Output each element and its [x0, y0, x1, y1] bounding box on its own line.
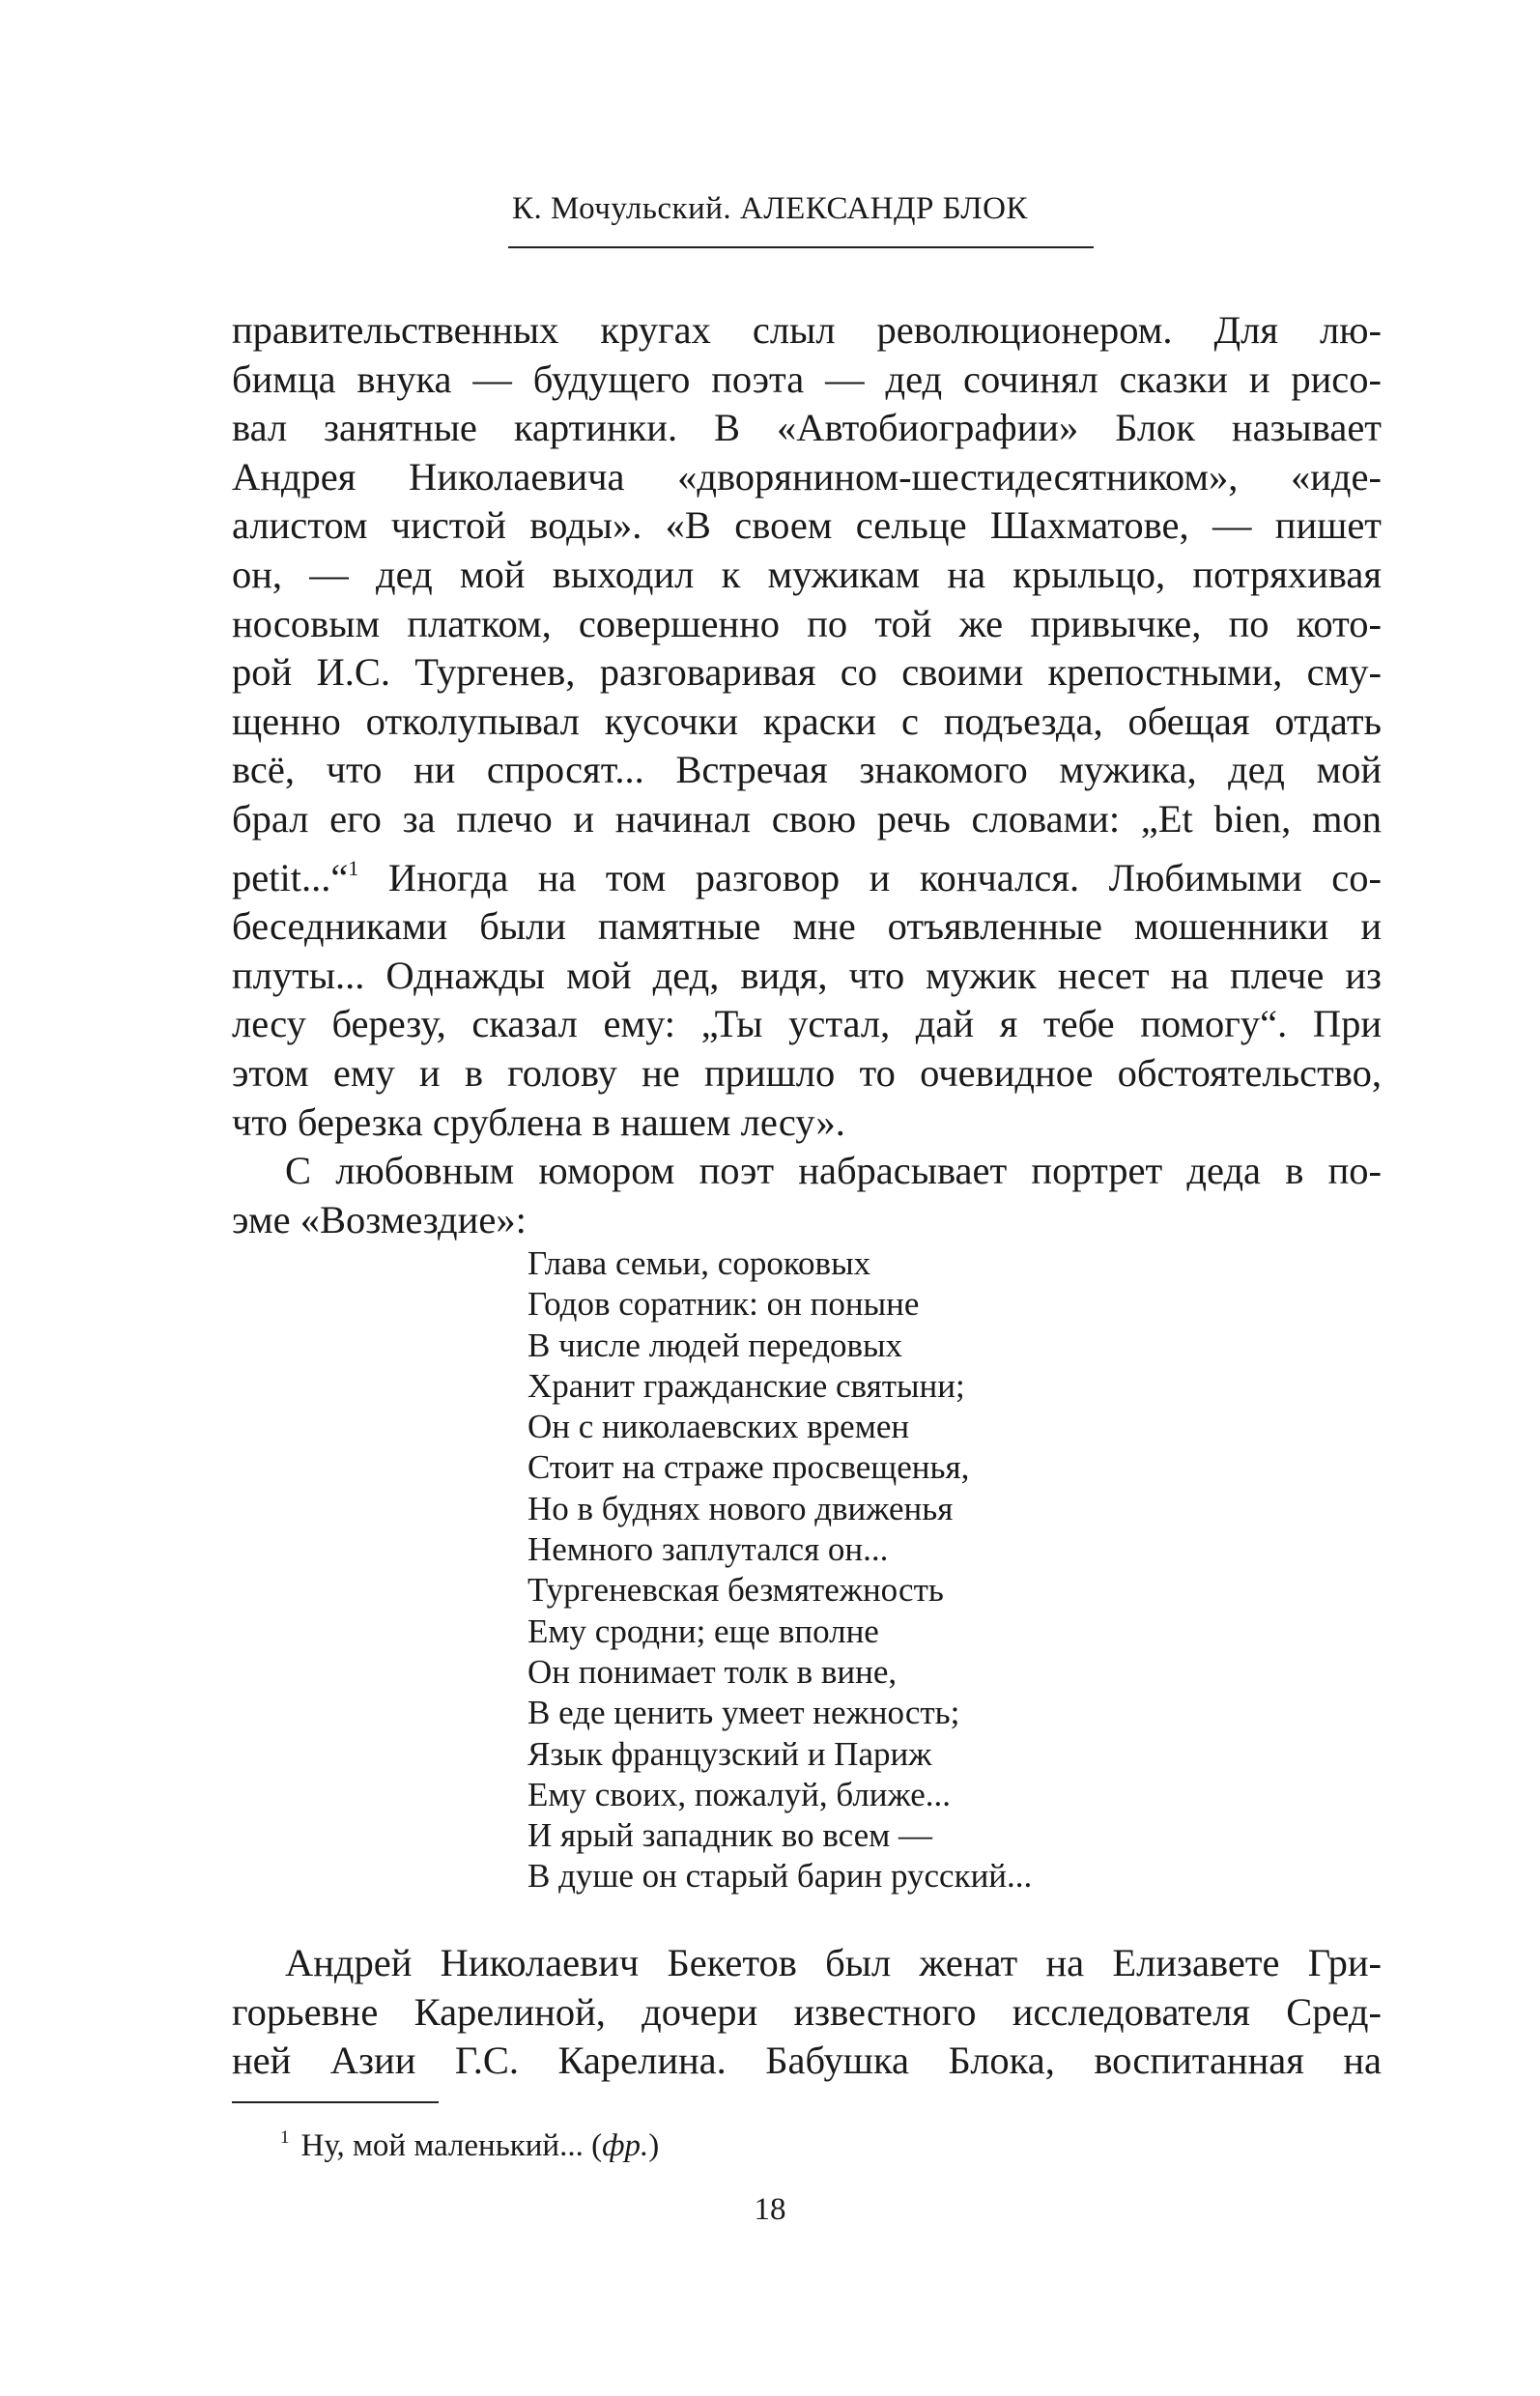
- poem-line: В душе он старый барин русский...: [528, 1857, 1033, 1896]
- poem-line: Немного заплутался он...: [528, 1530, 889, 1569]
- text-line: эме «Возмездие»:: [232, 1197, 527, 1241]
- text-line: алистом чистой воды». «В своем сельце Шахматове, — пишет: [232, 503, 1382, 548]
- text-line: беседниками были памятные мне отъявленные мошенники и: [232, 904, 1382, 949]
- poem-line: Ему своих, пожалуй, ближе...: [528, 1775, 952, 1813]
- footnote-paren-close: ): [648, 2128, 660, 2163]
- poem-line: Стоит на страже просвещенья,: [528, 1448, 970, 1487]
- text-line: ней Азии Г.С. Карелина. Бабушка Блока, воспитанная на: [232, 2039, 1382, 2083]
- header-divider: [508, 246, 1094, 248]
- poem-line: В числе людей передовых: [528, 1326, 903, 1364]
- poem-line: Язык французский и Париж: [528, 1734, 932, 1773]
- text-fragment: petit...“: [232, 855, 349, 899]
- footnote-paren-open: (: [591, 2128, 603, 2163]
- text-line: горьевне Карелиной, дочери известного исследователя Сред-: [232, 1989, 1382, 2034]
- footnote-language: фр.: [602, 2128, 649, 2163]
- poem-quote: [528, 1243, 1032, 1897]
- page-number: 18: [754, 2192, 786, 2227]
- text-line: брал его за плечо и начинал свою речь словами: „Et bien, mon: [232, 796, 1382, 841]
- poem-line: В еде ценить умеет нежность;: [528, 1694, 960, 1732]
- text-line: Андрея Николаевича «дворянином-шестидесятником», «иде-: [232, 454, 1382, 499]
- text-line: С любовным юмором поэт набрасывает портрет деда в по-: [285, 1149, 1382, 1193]
- text-line: щенно отколупывал кусочки краски с подъезда, обещая отдать: [232, 699, 1382, 743]
- poem-line: Хранит гражданские святыни;: [528, 1366, 965, 1405]
- poem-line: И ярый западник во всем —: [528, 1816, 933, 1855]
- text-line: он, — дед мой выходил к мужикам на крыльцо, потряхивая: [232, 552, 1382, 596]
- poem-line: Он с николаевских времен: [528, 1408, 910, 1446]
- poem-line: Но в буднях нового движенья: [528, 1489, 954, 1527]
- poem-line: Ему сродни; еще вполне: [528, 1612, 879, 1650]
- text-line: вал занятные картинки. В «Автобиографии» Блок называет: [232, 406, 1382, 450]
- main-text: [232, 306, 1382, 1244]
- text-line: рой И.С. Тургенев, разговаривая со своими крепостными, сму-: [232, 650, 1382, 695]
- footnote-text: Ну, мой маленький...: [300, 2128, 592, 2163]
- text-line: носовым платком, совершенно по той же привычке, по кото-: [232, 601, 1382, 645]
- poem-line: Глава семьи, сороковых: [528, 1244, 871, 1282]
- poem-line: Тургеневская безмятежность: [528, 1571, 944, 1610]
- text-line: правительственных кругах слыл революционером. Для лю-: [232, 308, 1382, 352]
- poem-line: Он понимает толк в вине,: [528, 1652, 898, 1691]
- footnote-divider: [232, 2101, 439, 2103]
- text-line: этом ему и в голову не пришло то очевидное обстоятельство,: [232, 1050, 1382, 1095]
- text-line: лесу березу, сказал ему: „Ты устал, дай я тебе помогу“. При: [232, 1002, 1382, 1046]
- footnote-number: 1: [280, 2127, 290, 2148]
- text-line-with-footnote: [232, 844, 1382, 903]
- text-line: бимца внука — будущего поэта — дед сочинял сказки и рисо-: [232, 357, 1382, 401]
- text-line: плуты... Однажды мой дед, видя, что мужик несет на плече из: [232, 953, 1382, 997]
- running-header: К. Мочульский. АЛЕКСАНДР БЛОК: [512, 191, 1028, 226]
- footnote: [280, 2119, 659, 2165]
- footnote-reference[interactable]: 1: [348, 855, 359, 880]
- text-line: Андрей Николаевич Бекетов был женат на Елизавете Гри-: [285, 1941, 1382, 1984]
- text-line: всё, что ни спросят... Встречая знакомого мужика, дед мой: [232, 748, 1382, 792]
- text-fragment: Иногда на том разговор и кончался. Любимыми со-: [358, 855, 1382, 899]
- poem-line: Годов соратник: он поныне: [528, 1285, 920, 1324]
- main-text-continued: [232, 1939, 1382, 2086]
- text-line: что березка срублена в нашем лесу».: [232, 1099, 845, 1144]
